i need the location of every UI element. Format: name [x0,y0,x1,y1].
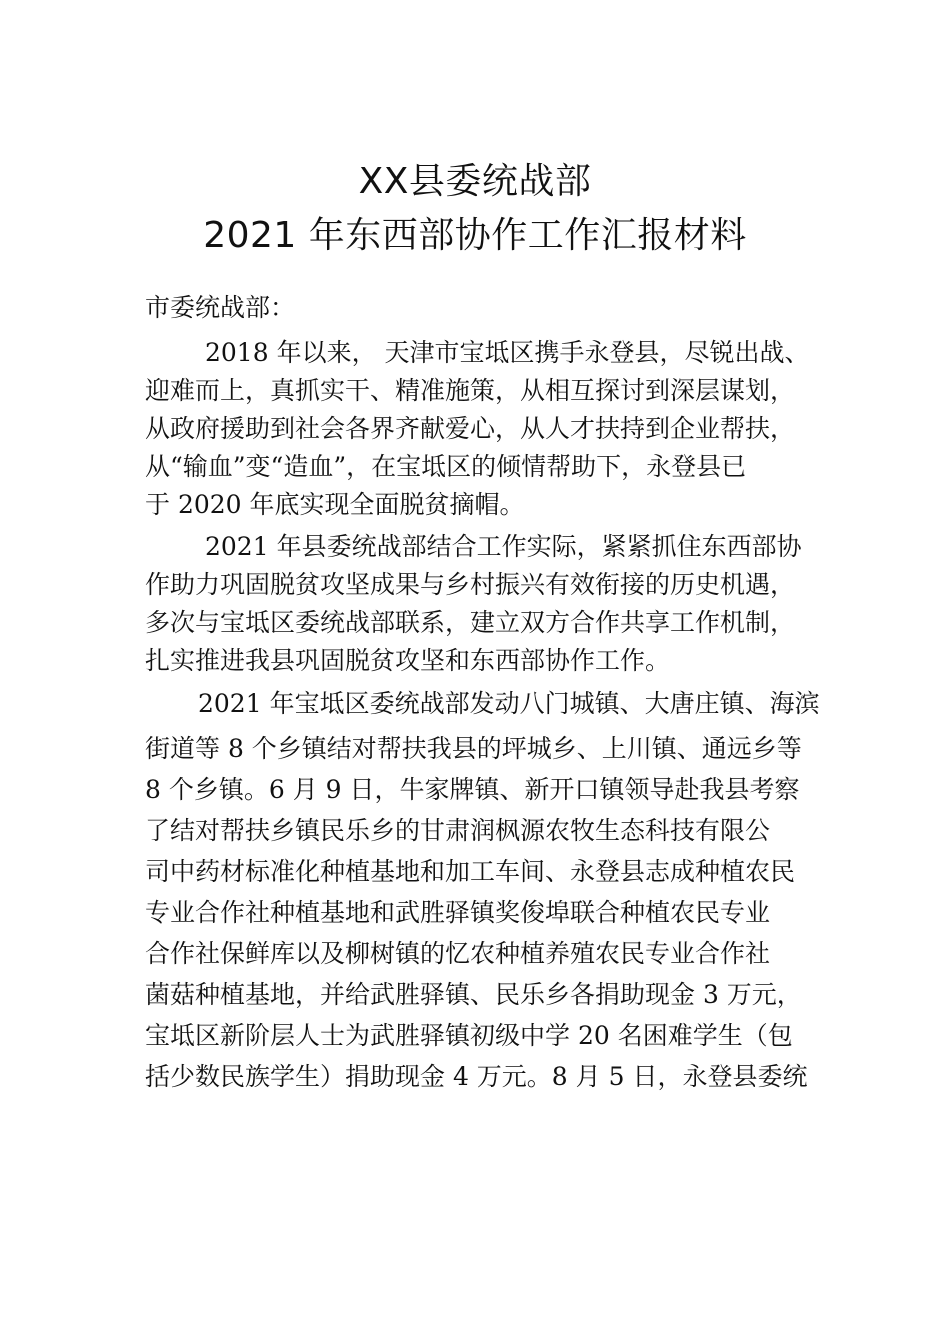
paragraph-line: 司中药材标准化种植基地和加工车间、永登县志成种植农民 [145,857,796,886]
paragraph-line: 菌菇种植基地，并给武胜驿镇、民乐乡各捐助现金 3 万元， [145,980,802,1009]
document-title-line-2: 2021 年东西部协作工作汇报材料 [203,215,747,256]
paragraph-line: 从“输血”变“造血”，在宝坻区的倾情帮助下，永登县已 [145,452,747,481]
paragraph-line: 街道等 8 个乡镇结对帮扶我县的坪城乡、上川镇、通远乡等 [145,734,802,763]
paragraph-line: 于 2020 年底实现全面脱贫摘帽。 [145,490,525,519]
paragraph-line: 2018 年以来， 天津市宝坻区携手永登县，尽锐出战、 [205,338,810,367]
paragraph-line: 2021 年宝坻区委统战部发动八门城镇、大唐庄镇、海滨 [198,689,820,718]
paragraph-line: 合作社保鲜库以及柳树镇的忆农种植养殖农民专业合作社 [145,939,771,968]
paragraph-line: 多次与宝坻区委统战部联系，建立双方合作共享工作机制， [145,608,796,637]
paragraph-line: 迎难而上，真抓实干、精准施策，从相互探讨到深层谋划， [145,376,796,405]
paragraph-line: 专业合作社种植基地和武胜驿镇奖俊埠联合种植农民专业 [145,898,771,927]
salutation: 市委统战部： [145,293,296,322]
paragraph-line: 从政府援助到社会各界齐献爱心，从人才扶持到企业帮扶， [145,414,796,443]
paragraph-line: 扎实推进我县巩固脱贫攻坚和东西部协作工作。 [145,646,671,675]
paragraph-line: 宝坻区新阶层人士为武胜驿镇初级中学 20 名困难学生（包 [145,1021,793,1050]
paragraph-line: 2021 年县委统战部结合工作实际，紧紧抓住东西部协 [205,532,802,561]
document-title-line-1: XX县委统战部 [358,161,592,202]
paragraph-line: 作助力巩固脱贫攻坚成果与乡村振兴有效衔接的历史机遇， [145,570,796,599]
paragraph-line: 括少数民族学生）捐助现金 4 万元。8 月 5 日，永登县委统 [145,1062,808,1091]
paragraph-line: 8 个乡镇。6 月 9 日，牛家牌镇、新开口镇领导赴我县考察 [145,775,800,804]
paragraph-line: 了结对帮扶乡镇民乐乡的甘肃润枫源农牧生态科技有限公 [145,816,771,845]
